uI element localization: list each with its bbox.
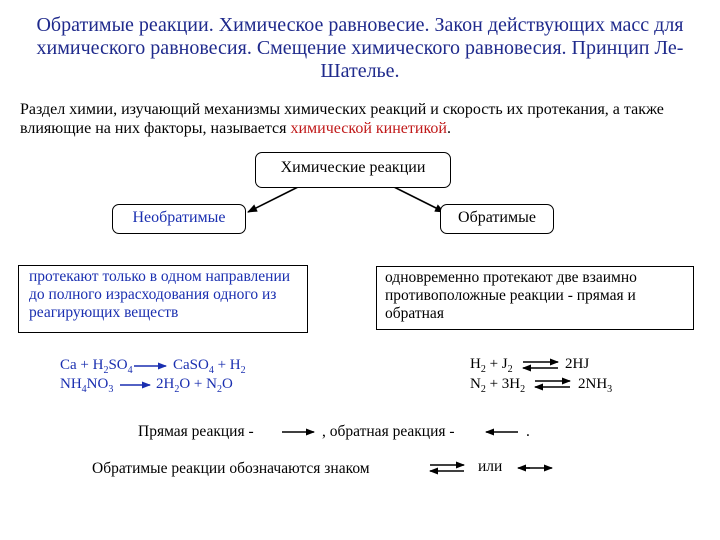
irreversible-description: протекают только в одном направлении до полного израсходования одного из реагирующих веществ bbox=[29, 268, 291, 321]
rev-eq2-rhs: $2NH_3$ bbox=[578, 376, 613, 395]
reverse-reaction-end: . bbox=[526, 423, 530, 440]
rev-eq2-lhs: $N_2 + 3H_2$ bbox=[470, 376, 526, 395]
reversible-description: одновременно протекают две взаимно противоположные реакции - прямая и обратная bbox=[385, 269, 637, 322]
irr-eq1-lhs: $Ca + H_2SO_4$ bbox=[60, 357, 133, 376]
rev-eq1-arrow bbox=[523, 362, 558, 368]
intro-end: . bbox=[446, 120, 451, 137]
slide-title: Обратимые реакции. Химическое равновесие. Закон действующих масс для химического равновесия. Смещение химического равновесия. Принцип Ле-Шателье. bbox=[36, 14, 684, 82]
notation-label: Обратимые реакции обозначаются знаком bbox=[92, 460, 370, 477]
reversible-label: Обратимые bbox=[458, 209, 536, 226]
irr-eq2-lhs: $NH_4NO_3$ bbox=[60, 376, 114, 395]
reverse-reaction-label: , обратная реакция - bbox=[322, 423, 455, 440]
intro-highlight-term: химической кинетикой bbox=[290, 120, 447, 137]
irreversible-label: Необратимые bbox=[132, 209, 226, 226]
irr-eq1-rhs: CaSO$_4$ + $H_2$ bbox=[173, 357, 246, 376]
intro-text: Раздел химии, изучающий механизмы химических реакций и скорость их протекания, а также влияющие на них факторы, называется bbox=[20, 101, 664, 137]
rev-eq1-lhs: $H_2 + J_2$ bbox=[470, 356, 513, 375]
irr-eq2-rhs: $2H_2O + N_2O$ bbox=[156, 376, 233, 395]
forward-reaction-label: Прямая реакция - bbox=[138, 423, 254, 440]
rev-eq1-rhs: 2HJ bbox=[565, 356, 590, 372]
rev-eq2-arrow bbox=[535, 381, 570, 387]
root-label: Химические реакции bbox=[280, 159, 426, 176]
or-label: или bbox=[478, 458, 503, 475]
equilibrium-sign-icon bbox=[430, 465, 464, 471]
